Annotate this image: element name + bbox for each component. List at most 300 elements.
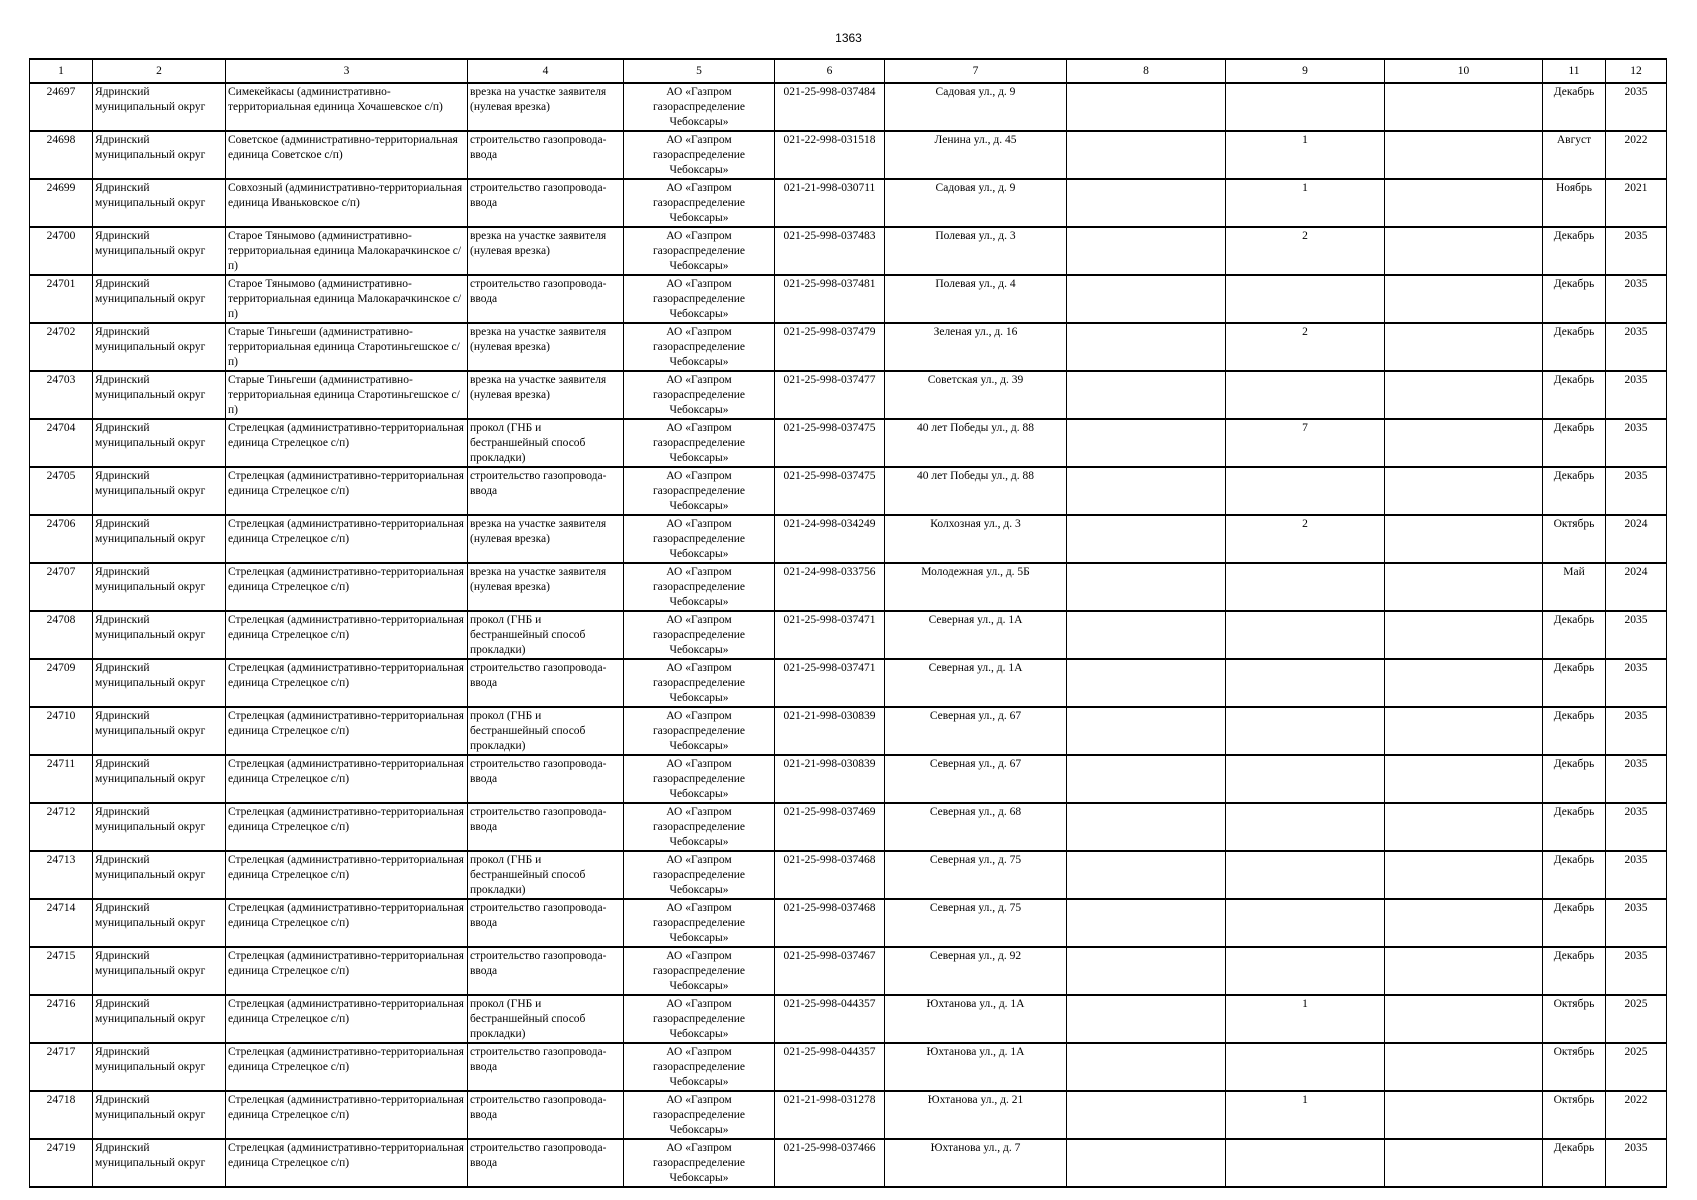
cell-year: 2024 — [1606, 515, 1667, 563]
cell-code: 021-25-998-037471 — [775, 659, 885, 707]
cell-code: 021-24-998-034249 — [775, 515, 885, 563]
cell-col-8 — [1067, 707, 1226, 755]
cell-code: 021-25-998-037469 — [775, 803, 885, 851]
cell-district: Ядринский муниципальный округ — [93, 659, 226, 707]
cell-col-10 — [1385, 179, 1543, 227]
column-header-11: 11 — [1543, 59, 1606, 83]
cell-month: Декабрь — [1543, 371, 1606, 419]
cell-row-number: 24718 — [30, 1091, 93, 1139]
cell-row-number: 24713 — [30, 851, 93, 899]
cell-settlement: Стрелецкая (административно-территориальная единица Стрелецкое с/п) — [226, 563, 468, 611]
cell-organization: АО «Газпром газораспределение Чебоксары» — [624, 563, 775, 611]
table-row — [30, 755, 1667, 803]
cell-district: Ядринский муниципальный округ — [93, 611, 226, 659]
cell-code: 021-25-998-037483 — [775, 227, 885, 275]
cell-col-9: 1 — [1226, 179, 1385, 227]
cell-month: Декабрь — [1543, 323, 1606, 371]
cell-address: Северная ул., д. 75 — [885, 899, 1067, 947]
cell-year: 2035 — [1606, 227, 1667, 275]
cell-district: Ядринский муниципальный округ — [93, 131, 226, 179]
table-row — [30, 611, 1667, 659]
cell-row-number: 24715 — [30, 947, 93, 995]
cell-organization: АО «Газпром газораспределение Чебоксары» — [624, 851, 775, 899]
cell-row-number: 24708 — [30, 611, 93, 659]
cell-col-9 — [1226, 899, 1385, 947]
cell-year: 2035 — [1606, 947, 1667, 995]
cell-year: 2035 — [1606, 1139, 1667, 1187]
cell-row-number: 24707 — [30, 563, 93, 611]
cell-col-9 — [1226, 611, 1385, 659]
cell-work-type: врезка на участке заявителя (нулевая врезка) — [468, 371, 624, 419]
cell-code: 021-25-998-044357 — [775, 1043, 885, 1091]
cell-col-9 — [1226, 1043, 1385, 1091]
cell-col-9 — [1226, 947, 1385, 995]
cell-col-10 — [1385, 995, 1543, 1043]
cell-settlement: Стрелецкая (административно-территориальная единица Стрелецкое с/п) — [226, 1139, 468, 1187]
cell-work-type: врезка на участке заявителя (нулевая врезка) — [468, 323, 624, 371]
cell-settlement: Стрелецкая (административно-территориальная единица Стрелецкое с/п) — [226, 755, 468, 803]
table-row — [30, 1043, 1667, 1091]
cell-address: Юхтанова ул., д. 21 — [885, 1091, 1067, 1139]
cell-year: 2024 — [1606, 563, 1667, 611]
cell-col-9: 7 — [1226, 419, 1385, 467]
cell-work-type: врезка на участке заявителя (нулевая врезка) — [468, 515, 624, 563]
cell-organization: АО «Газпром газораспределение Чебоксары» — [624, 467, 775, 515]
cell-code: 021-21-998-031278 — [775, 1091, 885, 1139]
cell-col-10 — [1385, 1139, 1543, 1187]
cell-row-number: 24703 — [30, 371, 93, 419]
cell-code: 021-25-998-037481 — [775, 275, 885, 323]
cell-row-number: 24706 — [30, 515, 93, 563]
cell-work-type: прокол (ГНБ и бестраншейный способ прокладки) — [468, 995, 624, 1043]
cell-month: Декабрь — [1543, 803, 1606, 851]
cell-col-9 — [1226, 659, 1385, 707]
cell-year: 2035 — [1606, 371, 1667, 419]
column-header-4: 4 — [468, 59, 624, 83]
cell-code: 021-24-998-033756 — [775, 563, 885, 611]
cell-district: Ядринский муниципальный округ — [93, 899, 226, 947]
cell-organization: АО «Газпром газораспределение Чебоксары» — [624, 179, 775, 227]
table-row — [30, 899, 1667, 947]
cell-district: Ядринский муниципальный округ — [93, 755, 226, 803]
cell-district: Ядринский муниципальный округ — [93, 1091, 226, 1139]
cell-col-8 — [1067, 995, 1226, 1043]
cell-address: Садовая ул., д. 9 — [885, 83, 1067, 131]
cell-district: Ядринский муниципальный округ — [93, 227, 226, 275]
cell-col-9: 1 — [1226, 995, 1385, 1043]
cell-month: Декабрь — [1543, 275, 1606, 323]
cell-col-8 — [1067, 1043, 1226, 1091]
cell-organization: АО «Газпром газораспределение Чебоксары» — [624, 659, 775, 707]
cell-col-10 — [1385, 83, 1543, 131]
table-row — [30, 995, 1667, 1043]
cell-address: Садовая ул., д. 9 — [885, 179, 1067, 227]
cell-organization: АО «Газпром газораспределение Чебоксары» — [624, 947, 775, 995]
cell-month: Декабрь — [1543, 755, 1606, 803]
cell-col-8 — [1067, 323, 1226, 371]
column-header-1: 1 — [30, 59, 93, 83]
cell-col-10 — [1385, 1043, 1543, 1091]
cell-year: 2035 — [1606, 707, 1667, 755]
cell-row-number: 24719 — [30, 1139, 93, 1187]
cell-work-type: прокол (ГНБ и бестраншейный способ прокладки) — [468, 419, 624, 467]
cell-row-number: 24699 — [30, 179, 93, 227]
cell-work-type: строительство газопровода-ввода — [468, 899, 624, 947]
cell-row-number: 24702 — [30, 323, 93, 371]
cell-district: Ядринский муниципальный округ — [93, 851, 226, 899]
cell-col-8 — [1067, 611, 1226, 659]
cell-month: Октябрь — [1543, 515, 1606, 563]
cell-address: Молодежная ул., д. 5Б — [885, 563, 1067, 611]
cell-settlement: Старое Тянымово (административно-территориальная единица Малокарачкинское с/п) — [226, 275, 468, 323]
cell-year: 2035 — [1606, 275, 1667, 323]
table-row — [30, 851, 1667, 899]
cell-district: Ядринский муниципальный округ — [93, 947, 226, 995]
cell-settlement: Старые Тиньгеши (административно-территориальная единица Старотиньгешское с/п) — [226, 323, 468, 371]
cell-col-8 — [1067, 563, 1226, 611]
cell-col-10 — [1385, 227, 1543, 275]
cell-code: 021-25-998-037471 — [775, 611, 885, 659]
cell-col-9 — [1226, 803, 1385, 851]
cell-district: Ядринский муниципальный округ — [93, 275, 226, 323]
cell-organization: АО «Газпром газораспределение Чебоксары» — [624, 227, 775, 275]
cell-col-8 — [1067, 899, 1226, 947]
data-table — [29, 58, 1667, 1188]
cell-col-8 — [1067, 467, 1226, 515]
cell-address: Юхтанова ул., д. 1А — [885, 1043, 1067, 1091]
table-row — [30, 563, 1667, 611]
cell-address: Северная ул., д. 68 — [885, 803, 1067, 851]
cell-district: Ядринский муниципальный округ — [93, 419, 226, 467]
cell-code: 021-21-998-030711 — [775, 179, 885, 227]
cell-code: 021-25-998-037468 — [775, 851, 885, 899]
cell-col-10 — [1385, 1091, 1543, 1139]
cell-organization: АО «Газпром газораспределение Чебоксары» — [624, 899, 775, 947]
column-header-8: 8 — [1067, 59, 1226, 83]
cell-work-type: строительство газопровода-ввода — [468, 275, 624, 323]
cell-month: Декабрь — [1543, 467, 1606, 515]
cell-col-9: 2 — [1226, 227, 1385, 275]
column-header-3: 3 — [226, 59, 468, 83]
cell-district: Ядринский муниципальный округ — [93, 179, 226, 227]
table-row — [30, 659, 1667, 707]
cell-work-type: прокол (ГНБ и бестраншейный способ прокладки) — [468, 851, 624, 899]
cell-month: Ноябрь — [1543, 179, 1606, 227]
cell-work-type: строительство газопровода-ввода — [468, 947, 624, 995]
cell-code: 021-25-998-037477 — [775, 371, 885, 419]
cell-settlement: Советское (административно-территориальная единица Советское с/п) — [226, 131, 468, 179]
cell-organization: АО «Газпром газораспределение Чебоксары» — [624, 371, 775, 419]
cell-col-10 — [1385, 899, 1543, 947]
cell-district: Ядринский муниципальный округ — [93, 371, 226, 419]
cell-month: Декабрь — [1543, 419, 1606, 467]
cell-col-9: 2 — [1226, 323, 1385, 371]
table-row — [30, 803, 1667, 851]
cell-year: 2035 — [1606, 755, 1667, 803]
cell-row-number: 24697 — [30, 83, 93, 131]
header-row — [30, 59, 1667, 83]
table-row — [30, 131, 1667, 179]
cell-year: 2035 — [1606, 659, 1667, 707]
table-row — [30, 323, 1667, 371]
cell-row-number: 24709 — [30, 659, 93, 707]
cell-month: Декабрь — [1543, 227, 1606, 275]
cell-code: 021-25-998-037484 — [775, 83, 885, 131]
cell-year: 2035 — [1606, 83, 1667, 131]
cell-organization: АО «Газпром газораспределение Чебоксары» — [624, 1043, 775, 1091]
cell-col-10 — [1385, 755, 1543, 803]
cell-address: Ленина ул., д. 45 — [885, 131, 1067, 179]
cell-col-8 — [1067, 131, 1226, 179]
cell-col-9: 1 — [1226, 131, 1385, 179]
cell-month: Декабрь — [1543, 659, 1606, 707]
cell-work-type: врезка на участке заявителя (нулевая врезка) — [468, 83, 624, 131]
cell-year: 2035 — [1606, 851, 1667, 899]
cell-code: 021-25-998-037468 — [775, 899, 885, 947]
cell-settlement: Стрелецкая (административно-территориальная единица Стрелецкое с/п) — [226, 1043, 468, 1091]
table-row — [30, 227, 1667, 275]
cell-district: Ядринский муниципальный округ — [93, 563, 226, 611]
cell-col-10 — [1385, 611, 1543, 659]
cell-organization: АО «Газпром газораспределение Чебоксары» — [624, 83, 775, 131]
cell-row-number: 24704 — [30, 419, 93, 467]
cell-col-10 — [1385, 707, 1543, 755]
cell-organization: АО «Газпром газораспределение Чебоксары» — [624, 1091, 775, 1139]
cell-month: Декабрь — [1543, 851, 1606, 899]
cell-code: 021-25-998-037475 — [775, 467, 885, 515]
cell-col-8 — [1067, 275, 1226, 323]
cell-month: Декабрь — [1543, 1139, 1606, 1187]
cell-settlement: Стрелецкая (административно-территориальная единица Стрелецкое с/п) — [226, 515, 468, 563]
cell-col-10 — [1385, 419, 1543, 467]
column-header-2: 2 — [93, 59, 226, 83]
cell-year: 2035 — [1606, 419, 1667, 467]
table-row — [30, 1091, 1667, 1139]
cell-code: 021-25-998-037475 — [775, 419, 885, 467]
cell-code: 021-25-998-037479 — [775, 323, 885, 371]
cell-address: Советская ул., д. 39 — [885, 371, 1067, 419]
cell-col-9: 2 — [1226, 515, 1385, 563]
cell-organization: АО «Газпром газораспределение Чебоксары» — [624, 995, 775, 1043]
cell-organization: АО «Газпром газораспределение Чебоксары» — [624, 707, 775, 755]
cell-row-number: 24711 — [30, 755, 93, 803]
column-header-7: 7 — [885, 59, 1067, 83]
cell-address: Юхтанова ул., д. 1А — [885, 995, 1067, 1043]
cell-address: Северная ул., д. 92 — [885, 947, 1067, 995]
table-row — [30, 371, 1667, 419]
cell-code: 021-22-998-031518 — [775, 131, 885, 179]
table-row — [30, 83, 1667, 131]
cell-settlement: Стрелецкая (административно-территориальная единица Стрелецкое с/п) — [226, 803, 468, 851]
cell-col-9 — [1226, 83, 1385, 131]
cell-col-10 — [1385, 803, 1543, 851]
cell-col-10 — [1385, 131, 1543, 179]
cell-settlement: Старое Тянымово (административно-территориальная единица Малокарачкинское с/п) — [226, 227, 468, 275]
cell-row-number: 24710 — [30, 707, 93, 755]
cell-settlement: Совхозный (административно-территориальная единица Иваньковское с/п) — [226, 179, 468, 227]
cell-district: Ядринский муниципальный округ — [93, 83, 226, 131]
cell-settlement: Старые Тиньгеши (административно-территориальная единица Старотиньгешское с/п) — [226, 371, 468, 419]
table-body — [30, 83, 1667, 1187]
cell-month: Октябрь — [1543, 1091, 1606, 1139]
table-row — [30, 419, 1667, 467]
cell-col-8 — [1067, 1091, 1226, 1139]
cell-organization: АО «Газпром газораспределение Чебоксары» — [624, 803, 775, 851]
cell-organization: АО «Газпром газораспределение Чебоксары» — [624, 131, 775, 179]
cell-work-type: прокол (ГНБ и бестраншейный способ прокладки) — [468, 611, 624, 659]
cell-address: Полевая ул., д. 4 — [885, 275, 1067, 323]
cell-settlement: Стрелецкая (административно-территориальная единица Стрелецкое с/п) — [226, 419, 468, 467]
cell-district: Ядринский муниципальный округ — [93, 707, 226, 755]
cell-col-8 — [1067, 659, 1226, 707]
cell-work-type: строительство газопровода-ввода — [468, 1091, 624, 1139]
cell-row-number: 24701 — [30, 275, 93, 323]
cell-settlement: Стрелецкая (административно-территориальная единица Стрелецкое с/п) — [226, 995, 468, 1043]
cell-month: Октябрь — [1543, 995, 1606, 1043]
cell-address: Колхозная ул., д. 3 — [885, 515, 1067, 563]
cell-row-number: 24716 — [30, 995, 93, 1043]
cell-district: Ядринский муниципальный округ — [93, 995, 226, 1043]
cell-col-9 — [1226, 755, 1385, 803]
cell-settlement: Симекейкасы (административно-территориальная единица Хочашевское с/п) — [226, 83, 468, 131]
cell-address: Полевая ул., д. 3 — [885, 227, 1067, 275]
column-header-10: 10 — [1385, 59, 1543, 83]
cell-year: 2025 — [1606, 1043, 1667, 1091]
cell-month: Декабрь — [1543, 947, 1606, 995]
cell-settlement: Стрелецкая (административно-территориальная единица Стрелецкое с/п) — [226, 851, 468, 899]
cell-col-10 — [1385, 851, 1543, 899]
cell-address: Северная ул., д. 75 — [885, 851, 1067, 899]
table-header — [30, 59, 1667, 83]
cell-year: 2035 — [1606, 323, 1667, 371]
cell-address: 40 лет Победы ул., д. 88 — [885, 419, 1067, 467]
cell-col-8 — [1067, 755, 1226, 803]
cell-row-number: 24698 — [30, 131, 93, 179]
cell-address: Северная ул., д. 1А — [885, 659, 1067, 707]
cell-organization: АО «Газпром газораспределение Чебоксары» — [624, 1139, 775, 1187]
cell-col-9 — [1226, 563, 1385, 611]
cell-organization: АО «Газпром газораспределение Чебоксары» — [624, 755, 775, 803]
column-header-5: 5 — [624, 59, 775, 83]
cell-district: Ядринский муниципальный округ — [93, 467, 226, 515]
cell-address: 40 лет Победы ул., д. 88 — [885, 467, 1067, 515]
cell-col-10 — [1385, 515, 1543, 563]
cell-address: Юхтанова ул., д. 7 — [885, 1139, 1067, 1187]
cell-organization: АО «Газпром газораспределение Чебоксары» — [624, 275, 775, 323]
cell-month: Октябрь — [1543, 1043, 1606, 1091]
cell-address: Северная ул., д. 67 — [885, 755, 1067, 803]
cell-district: Ядринский муниципальный округ — [93, 1043, 226, 1091]
cell-settlement: Стрелецкая (административно-территориальная единица Стрелецкое с/п) — [226, 947, 468, 995]
cell-year: 2035 — [1606, 899, 1667, 947]
cell-col-10 — [1385, 275, 1543, 323]
column-header-9: 9 — [1226, 59, 1385, 83]
cell-district: Ядринский муниципальный округ — [93, 803, 226, 851]
table-row — [30, 1139, 1667, 1187]
table-row — [30, 467, 1667, 515]
cell-col-10 — [1385, 563, 1543, 611]
table-row — [30, 275, 1667, 323]
cell-col-8 — [1067, 83, 1226, 131]
cell-year: 2035 — [1606, 467, 1667, 515]
cell-col-9: 1 — [1226, 1091, 1385, 1139]
page-number: 1363 — [835, 31, 862, 45]
cell-col-8 — [1067, 1139, 1226, 1187]
cell-col-8 — [1067, 371, 1226, 419]
cell-col-10 — [1385, 323, 1543, 371]
column-header-6: 6 — [775, 59, 885, 83]
cell-col-9 — [1226, 275, 1385, 323]
cell-settlement: Стрелецкая (административно-территориальная единица Стрелецкое с/п) — [226, 611, 468, 659]
cell-month: Декабрь — [1543, 899, 1606, 947]
table-row — [30, 947, 1667, 995]
cell-settlement: Стрелецкая (административно-территориальная единица Стрелецкое с/п) — [226, 467, 468, 515]
cell-district: Ядринский муниципальный округ — [93, 1139, 226, 1187]
cell-address: Северная ул., д. 1А — [885, 611, 1067, 659]
cell-year: 2035 — [1606, 611, 1667, 659]
cell-row-number: 24714 — [30, 899, 93, 947]
cell-col-9 — [1226, 467, 1385, 515]
cell-col-10 — [1385, 659, 1543, 707]
cell-year: 2022 — [1606, 131, 1667, 179]
cell-col-10 — [1385, 467, 1543, 515]
cell-row-number: 24712 — [30, 803, 93, 851]
cell-col-9 — [1226, 371, 1385, 419]
cell-district: Ядринский муниципальный округ — [93, 323, 226, 371]
cell-year: 2021 — [1606, 179, 1667, 227]
cell-work-type: строительство газопровода-ввода — [468, 467, 624, 515]
cell-code: 021-25-998-044357 — [775, 995, 885, 1043]
cell-col-9 — [1226, 851, 1385, 899]
cell-address: Северная ул., д. 67 — [885, 707, 1067, 755]
cell-row-number: 24700 — [30, 227, 93, 275]
cell-address: Зеленая ул., д. 16 — [885, 323, 1067, 371]
cell-col-8 — [1067, 227, 1226, 275]
cell-month: Декабрь — [1543, 707, 1606, 755]
cell-month: Декабрь — [1543, 83, 1606, 131]
cell-code: 021-21-998-030839 — [775, 755, 885, 803]
table-row — [30, 707, 1667, 755]
cell-organization: АО «Газпром газораспределение Чебоксары» — [624, 611, 775, 659]
cell-year: 2025 — [1606, 995, 1667, 1043]
cell-work-type: прокол (ГНБ и бестраншейный способ прокладки) — [468, 707, 624, 755]
cell-work-type: строительство газопровода-ввода — [468, 755, 624, 803]
cell-work-type: строительство газопровода-ввода — [468, 179, 624, 227]
cell-col-8 — [1067, 419, 1226, 467]
cell-work-type: врезка на участке заявителя (нулевая врезка) — [468, 563, 624, 611]
table-row — [30, 179, 1667, 227]
cell-organization: АО «Газпром газораспределение Чебоксары» — [624, 419, 775, 467]
cell-col-8 — [1067, 851, 1226, 899]
cell-district: Ядринский муниципальный округ — [93, 515, 226, 563]
cell-work-type: строительство газопровода-ввода — [468, 1043, 624, 1091]
cell-col-9 — [1226, 707, 1385, 755]
cell-col-10 — [1385, 947, 1543, 995]
cell-col-8 — [1067, 947, 1226, 995]
cell-code: 021-21-998-030839 — [775, 707, 885, 755]
cell-year: 2022 — [1606, 1091, 1667, 1139]
cell-col-8 — [1067, 179, 1226, 227]
cell-month: Август — [1543, 131, 1606, 179]
cell-organization: АО «Газпром газораспределение Чебоксары» — [624, 515, 775, 563]
cell-row-number: 24717 — [30, 1043, 93, 1091]
cell-col-9 — [1226, 1139, 1385, 1187]
cell-settlement: Стрелецкая (административно-территориальная единица Стрелецкое с/п) — [226, 707, 468, 755]
cell-code: 021-25-998-037467 — [775, 947, 885, 995]
cell-row-number: 24705 — [30, 467, 93, 515]
cell-month: Декабрь — [1543, 611, 1606, 659]
cell-settlement: Стрелецкая (административно-территориальная единица Стрелецкое с/п) — [226, 659, 468, 707]
